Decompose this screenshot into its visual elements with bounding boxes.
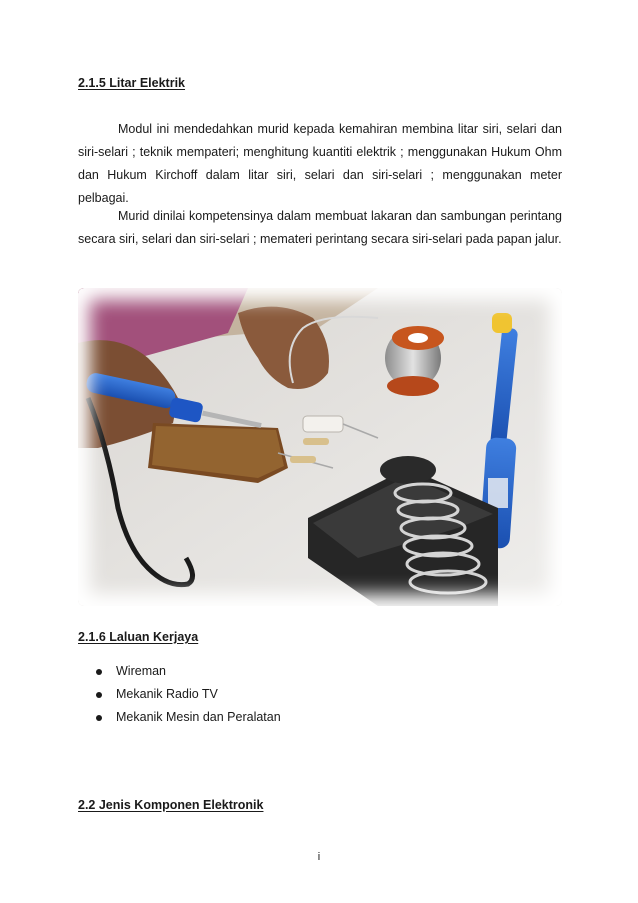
bullet-icon — [96, 692, 102, 698]
list-item — [94, 706, 281, 729]
career-path-list — [94, 660, 281, 729]
list-item-text: Wireman — [116, 664, 167, 678]
paragraph-assessment: Murid dinilai kompetensinya dalam membuat lakaran dan sambungan perintang secara siri, selari dan siri-selari ; memateri perintang secara siri-selari pada papan jalur. — [78, 209, 562, 246]
section-heading-laluan-kerjaya: 2.1.6 Laluan Kerjaya — [78, 630, 199, 644]
page-number: i — [317, 851, 321, 863]
list-item-text: Mekanik Mesin dan Peralatan — [116, 710, 281, 724]
list-item-text: Mekanik Radio TV — [116, 687, 218, 701]
bullet-icon — [96, 669, 102, 675]
bullet-icon — [96, 715, 102, 721]
section-heading-litar-elektrik: 2.1.5 Litar Elektrik — [78, 76, 186, 90]
section-heading-jenis-komponen: 2.2 Jenis Komponen Elektronik — [78, 798, 264, 812]
list-item — [94, 660, 281, 683]
soldering-photo — [78, 288, 562, 606]
soldering-photo-illustration — [78, 288, 562, 606]
list-item — [94, 683, 281, 706]
paragraph-module-description: Modul ini mendedahkan murid kepada kemahiran membina litar siri, selari dan siri-selari ; teknik mempateri; menghitung kuantiti elektrik ; menggunakan Hukum Ohm dan Hukum Kirchoff dalam litar siri, selari dan siri-selari ; menggunakan meter pelbagai. — [78, 122, 562, 205]
